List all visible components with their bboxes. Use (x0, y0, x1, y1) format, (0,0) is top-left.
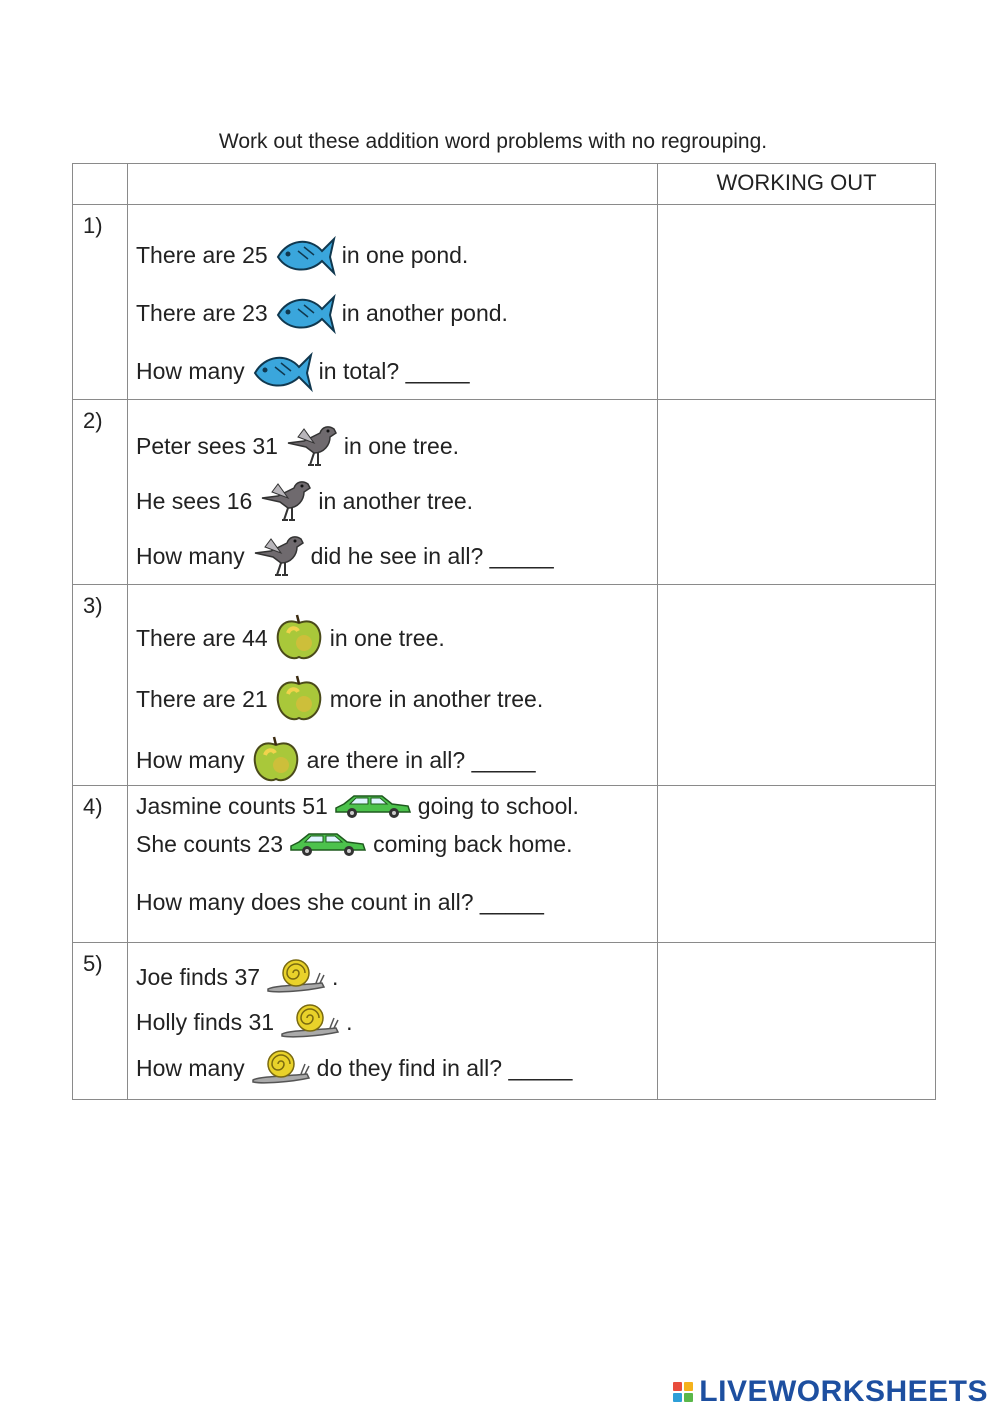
problem-text-after: in one pond. (341, 241, 469, 268)
problem-text-before: There are 25 (136, 241, 268, 268)
problem-text-before: How many (136, 542, 245, 569)
problem-line (136, 233, 468, 277)
snail-icon (266, 957, 326, 997)
working-out-cell[interactable] (658, 585, 936, 786)
apple-icon (251, 735, 301, 785)
liveworksheets-logo (673, 1375, 988, 1409)
apple-icon (274, 613, 324, 663)
problem-line (136, 889, 544, 916)
problem-number: 3) (73, 585, 128, 786)
fish-icon (274, 291, 336, 335)
apple-icon (274, 674, 324, 724)
problem-text-before: How many (136, 1054, 245, 1081)
problem-text-before: There are 44 (136, 624, 268, 651)
problem-text-after: more in another tree. (329, 685, 544, 712)
problem-question-cell (128, 943, 658, 1100)
problem-text-after: . (346, 1008, 353, 1035)
car-icon (334, 792, 412, 820)
problem-line (136, 957, 338, 997)
problem-text-after: did he see in all? _____ (310, 542, 554, 569)
problem-text-before: There are 23 (136, 299, 268, 326)
problems-table (72, 163, 936, 1100)
problem-text-before: There are 21 (136, 685, 268, 712)
problem-line (136, 291, 508, 335)
problem-text-before: She counts 23 (136, 830, 284, 857)
problem-number: 1) (73, 205, 128, 400)
problem-line (136, 1048, 572, 1088)
problem-text-after: do they find in all? _____ (316, 1054, 573, 1081)
problem-line (136, 1002, 352, 1042)
bird-icon (284, 423, 338, 469)
problem-text-after: in another tree. (318, 487, 474, 514)
problem-line (136, 478, 473, 524)
problem-question-cell (128, 400, 658, 585)
problem-line (136, 674, 543, 724)
problem-text-after: in total? _____ (318, 357, 470, 384)
problem-number: 2) (73, 400, 128, 585)
problem-number: 5) (73, 943, 128, 1100)
problem-text-after: in another pond. (341, 299, 508, 326)
header-number-cell (73, 164, 128, 205)
problem-text-before: How many does she count in all? _____ (136, 889, 544, 915)
bird-icon (251, 533, 305, 579)
problem-text-after: in one tree. (343, 432, 460, 459)
working-out-header: WORKING OUT (658, 164, 936, 205)
working-out-cell[interactable] (658, 943, 936, 1100)
snail-icon (280, 1002, 340, 1042)
fish-icon (274, 233, 336, 277)
problem-line (136, 792, 579, 820)
problem-question-cell (128, 786, 658, 943)
problem-line (136, 830, 573, 858)
problem-text-before: How many (136, 746, 245, 773)
problem-question-cell (128, 585, 658, 786)
problem-text-after: . (332, 963, 339, 990)
problem-row (73, 585, 936, 786)
logo-text: LIVEWORKSHEETS (699, 1375, 988, 1408)
problem-text-before: Holly finds 31 (136, 1008, 275, 1035)
problem-row (73, 943, 936, 1100)
problem-line (136, 735, 536, 785)
problem-text-before: Joe finds 37 (136, 963, 261, 990)
problem-text-after: are there in all? _____ (306, 746, 536, 773)
problem-text-after: in one tree. (329, 624, 445, 651)
problem-line (136, 349, 470, 393)
problem-text-before: How many (136, 357, 245, 384)
problem-text-before: Peter sees 31 (136, 432, 278, 459)
working-out-cell[interactable] (658, 400, 936, 585)
bird-icon (258, 478, 312, 524)
working-out-cell[interactable] (658, 205, 936, 400)
problem-row (73, 400, 936, 585)
problem-text-after: coming back home. (373, 830, 573, 857)
problem-text-before: Jasmine counts 51 (136, 792, 328, 819)
working-out-cell[interactable] (658, 786, 936, 943)
problem-line (136, 613, 445, 663)
fish-icon (251, 349, 313, 393)
problem-text-after: going to school. (417, 792, 579, 819)
problem-row (73, 786, 936, 943)
worksheet-title: Work out these addition word problems with no regrouping. (218, 130, 768, 153)
header-question-cell (128, 164, 658, 205)
problem-row (73, 205, 936, 400)
table-header-row (73, 164, 936, 205)
problem-number: 4) (73, 786, 128, 943)
problem-line (136, 423, 459, 469)
car-icon (289, 830, 367, 858)
logo-mark-icon (673, 1382, 693, 1402)
problem-text-before: He sees 16 (136, 487, 253, 514)
problem-question-cell (128, 205, 658, 400)
snail-icon (251, 1048, 311, 1088)
problem-line (136, 533, 554, 579)
